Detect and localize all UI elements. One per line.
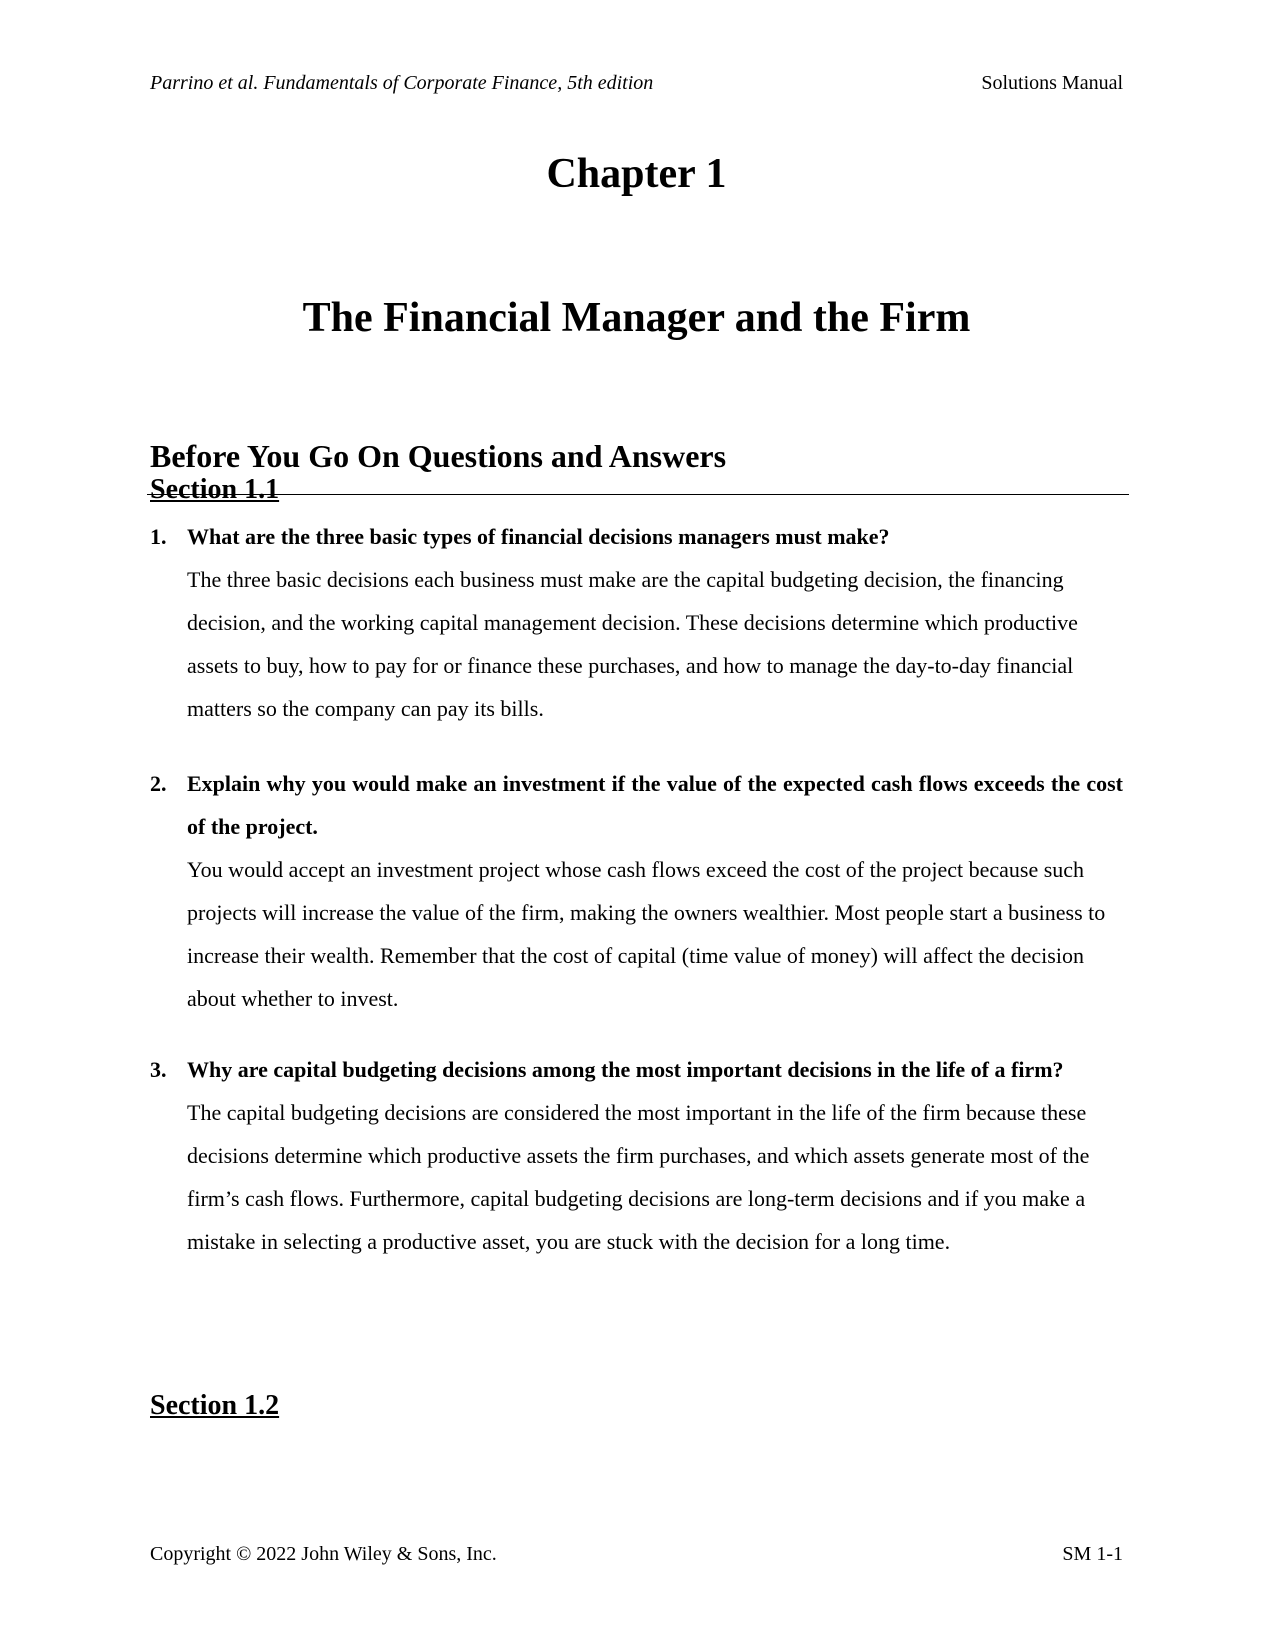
question-text: Why are capital budgeting decisions among the most important decisions in the life of a firm?: [187, 1057, 1064, 1082]
chapter-subtitle: The Financial Manager and the Firm: [302, 295, 971, 341]
question-2: [150, 762, 1123, 1020]
page-header: [150, 72, 1123, 100]
section-1-1-label: Section 1.1: [150, 474, 280, 505]
heading-divider: [147, 494, 1129, 495]
question-1: [150, 515, 1123, 730]
question-number: 1.: [150, 524, 167, 549]
question-number: 2.: [150, 771, 167, 796]
page-footer: [150, 1543, 1123, 1571]
answer-text: You would accept an investment project whose cash flows exceed the cost of the project because such projects will increase the value of the firm, making the owners wealthier. Most people start a business to increase their wealth. Remember that the cost of capital (time value of money) will affect the decision about whether to invest.: [187, 857, 1106, 1011]
answer-text: The three basic decisions each business must make are the capital budgeting decision, the financing decision, and the working capital management decision. These decisions determine which productive assets to buy, how to pay for or finance these purchases, and how to manage the day-to-day financial matters so the company can pay its bills.: [187, 567, 1078, 721]
footer-copyright: Copyright © 2022 John Wiley & Sons, Inc.: [150, 1543, 497, 1565]
question-number: 3.: [150, 1057, 167, 1082]
question-3: [150, 1048, 1123, 1263]
question-text: What are the three basic types of financial decisions managers must make?: [187, 524, 890, 549]
answer-text: The capital budgeting decisions are considered the most important in the life of the firm because these decisions determine which productive assets the firm purchases, and which assets generate most of the firm’s cash flows. Furthermore, capital budgeting decisions are long-term decisions and if you make a mistake in selecting a productive asset, you are stuck with the decision for a long time.: [187, 1100, 1090, 1254]
question-text: Explain why you would make an investment if the value of the expected cash flows exceeds the cost of the project.: [187, 771, 1123, 839]
header-manual-label: Solutions Manual: [981, 72, 1123, 94]
chapter-title: Chapter 1: [546, 151, 727, 197]
footer-page-number: SM 1-1: [1062, 1543, 1123, 1565]
section-1-2-label: Section 1.2: [150, 1390, 280, 1421]
header-book-title: Parrino et al. Fundamentals of Corporate Finance, 5th edition: [150, 72, 654, 94]
questions-heading: Before You Go On Questions and Answers: [150, 438, 727, 474]
